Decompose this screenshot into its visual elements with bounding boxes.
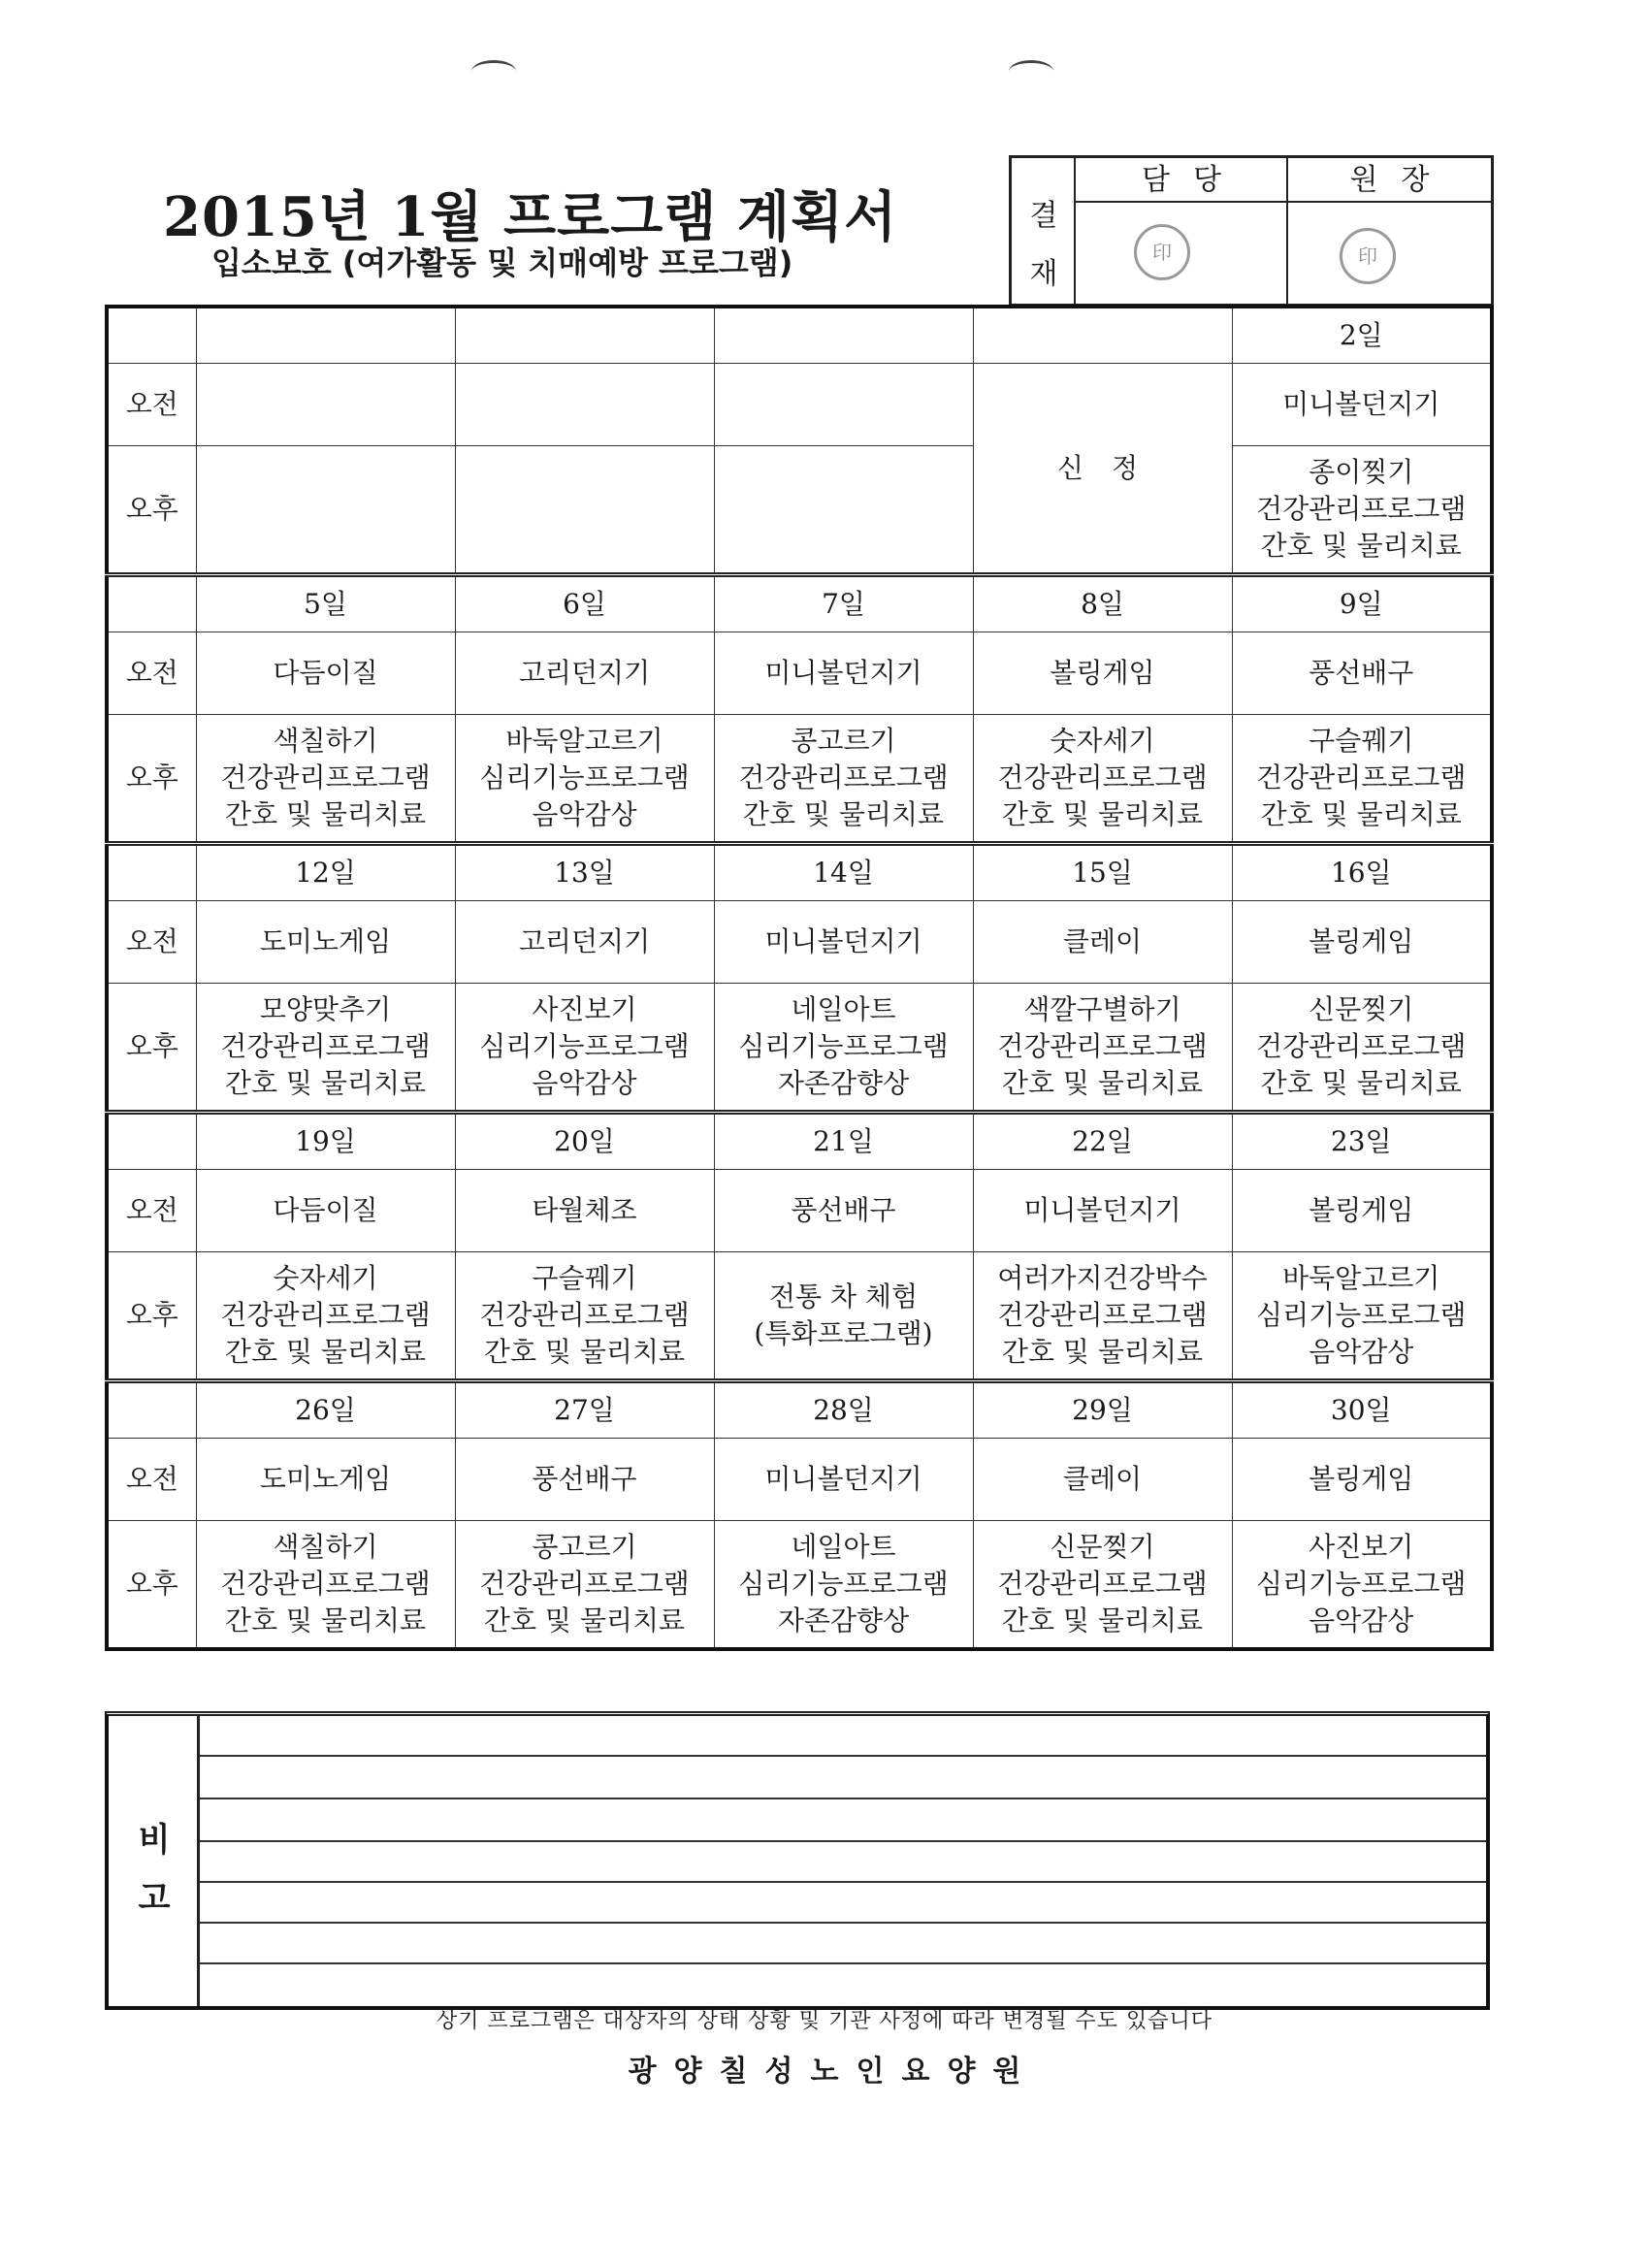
new-year-holiday-cell: 신 정 [973, 364, 1232, 575]
am-activity: 다듬이질 [196, 1170, 455, 1252]
day-cell: 26일 [196, 1381, 455, 1439]
slot-header-empty [107, 575, 196, 632]
pm-activity [196, 446, 455, 575]
remarks-line [200, 1840, 1486, 1842]
am-activity: 풍선배구 [714, 1170, 973, 1252]
day-cell: 20일 [455, 1113, 714, 1170]
director-seal-icon: 印 [1340, 228, 1396, 284]
week-2-day-row [107, 575, 1492, 632]
am-activity: 고리던지기 [455, 632, 714, 715]
day-cell [714, 307, 973, 364]
remarks-line [200, 1922, 1486, 1924]
day-cell: 29일 [973, 1381, 1232, 1439]
week-2-pm-row [107, 715, 1492, 844]
week-5-am-row [107, 1439, 1492, 1521]
day-cell: 22일 [973, 1113, 1232, 1170]
binder-hole-right [1009, 60, 1053, 82]
day-cell: 15일 [973, 844, 1232, 901]
day-cell: 7일 [714, 575, 973, 632]
binder-hole-left [471, 60, 516, 82]
am-activity: 타월체조 [455, 1170, 714, 1252]
pm-activity: 신문찢기 건강관리프로그램 간호 및 물리치료 [1232, 984, 1492, 1113]
day-cell [973, 307, 1232, 364]
pm-activity: 색칠하기 건강관리프로그램 간호 및 물리치료 [196, 715, 455, 844]
pm-label: 오후 [107, 984, 196, 1113]
remarks-box [105, 1711, 1490, 2010]
week-3-am-row [107, 901, 1492, 984]
am-label: 오전 [107, 632, 196, 715]
approval-label [1012, 158, 1076, 304]
day-cell: 28일 [714, 1381, 973, 1439]
am-activity [455, 364, 714, 446]
remarks-label [109, 1716, 200, 2006]
am-activity: 풍선배구 [455, 1439, 714, 1521]
day-cell [455, 307, 714, 364]
pm-label: 오후 [107, 1521, 196, 1650]
slot-header-empty [107, 844, 196, 901]
pm-activity: 여러가지건강박수 건강관리프로그램 간호 및 물리치료 [973, 1252, 1232, 1381]
week-3-pm-row [107, 984, 1492, 1113]
pm-activity: 바둑알고르기 심리기능프로그램 음악감상 [1232, 1252, 1492, 1381]
pm-activity: 콩고르기 건강관리프로그램 간호 및 물리치료 [714, 715, 973, 844]
pm-activity: 네일아트 심리기능프로그램 자존감향상 [714, 1521, 973, 1650]
week-1-am-row [107, 364, 1492, 446]
day-cell: 5일 [196, 575, 455, 632]
manager-seal-icon: 印 [1134, 224, 1190, 280]
organization-name: 광양칠성노인요양원 [628, 2055, 1039, 2089]
week-3-day-row [107, 844, 1492, 901]
day-cell: 27일 [455, 1381, 714, 1439]
pm-activity: 사진보기 심리기능프로그램 음악감상 [1232, 1521, 1492, 1650]
remarks-line [200, 1881, 1486, 1883]
pm-label: 오후 [107, 1252, 196, 1381]
am-activity: 볼링게임 [1232, 901, 1492, 984]
slot-header-empty [107, 1113, 196, 1170]
am-activity: 고리던지기 [455, 901, 714, 984]
am-activity: 풍선배구 [1232, 632, 1492, 715]
pm-activity: 숫자세기 건강관리프로그램 간호 및 물리치료 [973, 715, 1232, 844]
am-activity: 클레이 [973, 1439, 1232, 1521]
am-activity: 볼링게임 [973, 632, 1232, 715]
week-5-pm-row [107, 1521, 1492, 1650]
pm-activity: 콩고르기 건강관리프로그램 간호 및 물리치료 [455, 1521, 714, 1650]
remarks-label-bottom: 고 [138, 1879, 171, 1918]
pm-activity: 네일아트 심리기능프로그램 자존감향상 [714, 984, 973, 1113]
week-4-pm-row [107, 1252, 1492, 1381]
am-activity: 다듬이질 [196, 632, 455, 715]
day-cell: 19일 [196, 1113, 455, 1170]
day-cell: 12일 [196, 844, 455, 901]
am-activity [196, 364, 455, 446]
pm-activity: 색깔구별하기 건강관리프로그램 간호 및 물리치료 [973, 984, 1232, 1113]
am-label: 오전 [107, 901, 196, 984]
remarks-line [200, 1798, 1486, 1799]
pm-activity: 구슬꿰기 건강관리프로그램 간호 및 물리치료 [1232, 715, 1492, 844]
pm-activity: 신문찢기 건강관리프로그램 간호 및 물리치료 [973, 1521, 1232, 1650]
remarks-label-top: 비 [138, 1821, 171, 1860]
day-cell: 16일 [1232, 844, 1492, 901]
approval-box [1009, 155, 1494, 307]
week-1-pm-row [107, 446, 1492, 575]
program-schedule-table [105, 305, 1494, 1651]
am-activity: 미니볼던지기 [714, 1439, 973, 1521]
am-label: 오전 [107, 1439, 196, 1521]
day-cell: 8일 [973, 575, 1232, 632]
am-activity: 볼링게임 [1232, 1170, 1492, 1252]
pm-activity: 색칠하기 건강관리프로그램 간호 및 물리치료 [196, 1521, 455, 1650]
pm-activity: 전통 차 체험 (특화프로그램) [714, 1252, 973, 1381]
approval-label-bottom: 재 [1029, 257, 1058, 291]
am-activity: 미니볼던지기 [1232, 364, 1492, 446]
slot-header-empty [107, 1381, 196, 1439]
pm-label: 오후 [107, 715, 196, 844]
document-title: 2015년 1월 프로그램 계획서 [163, 185, 898, 249]
pm-activity: 모양맞추기 건강관리프로그램 간호 및 물리치료 [196, 984, 455, 1113]
week-4-am-row [107, 1170, 1492, 1252]
pm-activity: 숫자세기 건강관리프로그램 간호 및 물리치료 [196, 1252, 455, 1381]
slot-header-empty [107, 307, 196, 364]
day-cell [196, 307, 455, 364]
am-activity: 클레이 [973, 901, 1232, 984]
day-cell: 21일 [714, 1113, 973, 1170]
am-activity [714, 364, 973, 446]
am-label: 오전 [107, 1170, 196, 1252]
pm-label: 오후 [107, 446, 196, 575]
week-5-day-row [107, 1381, 1492, 1439]
day-cell: 14일 [714, 844, 973, 901]
footer-note: 상기 프로그램은 대상자의 상태 상황 및 기관 사정에 따라 변경될 수도 있습니다 [436, 2009, 1212, 2033]
approval-role-manager: 담당 [1076, 158, 1287, 203]
approval-role-director: 원장 [1288, 158, 1491, 203]
pm-activity: 바둑알고르기 심리기능프로그램 음악감상 [455, 715, 714, 844]
day-cell: 6일 [455, 575, 714, 632]
day-cell: 30일 [1232, 1381, 1492, 1439]
pm-activity: 사진보기 심리기능프로그램 음악감상 [455, 984, 714, 1113]
pm-activity: 구슬꿰기 건강관리프로그램 간호 및 물리치료 [455, 1252, 714, 1381]
day-cell: 9일 [1232, 575, 1492, 632]
remarks-line [200, 1962, 1486, 1964]
am-activity: 미니볼던지기 [973, 1170, 1232, 1252]
am-activity: 미니볼던지기 [714, 632, 973, 715]
pm-activity [455, 446, 714, 575]
week-2-am-row [107, 632, 1492, 715]
am-activity: 미니볼던지기 [714, 901, 973, 984]
am-label: 오전 [107, 364, 196, 446]
week-4-day-row [107, 1113, 1492, 1170]
am-activity: 볼링게임 [1232, 1439, 1492, 1521]
remarks-line [200, 1755, 1486, 1757]
approval-label-top: 결 [1029, 199, 1058, 233]
pm-activity: 종이찢기 건강관리프로그램 간호 및 물리치료 [1232, 446, 1492, 575]
am-activity: 도미노게임 [196, 901, 455, 984]
day-cell: 13일 [455, 844, 714, 901]
am-activity: 도미노게임 [196, 1439, 455, 1521]
day-cell: 2일 [1232, 307, 1492, 364]
day-cell: 23일 [1232, 1113, 1492, 1170]
pm-activity [714, 446, 973, 575]
document-subtitle: 입소보호 (여가활동 및 치매예방 프로그램) [211, 244, 793, 281]
week-1-day-row [107, 307, 1492, 364]
